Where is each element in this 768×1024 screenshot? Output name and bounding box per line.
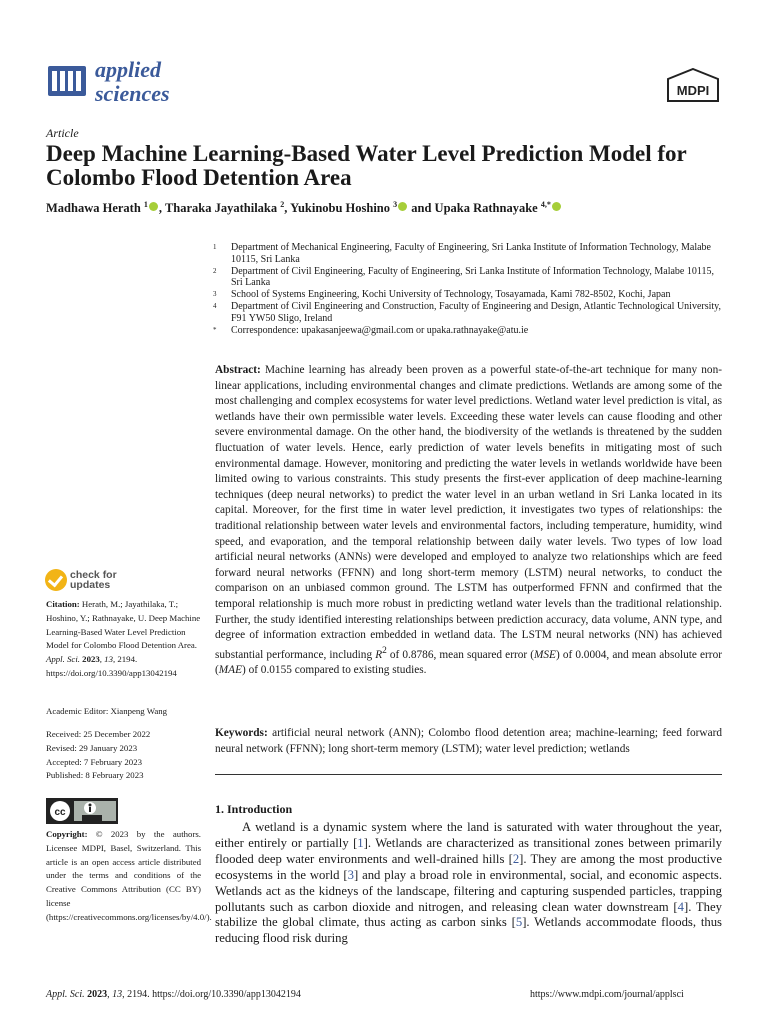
affiliation-item bbox=[213, 242, 723, 266]
correspondence-text[interactable]: Correspondence: upakasanjeewa@gmail.com or upaka.rathnayake@atu.ie bbox=[231, 324, 529, 336]
author-name[interactable]: Upaka Rathnayake bbox=[434, 201, 538, 216]
citation-doi[interactable]: , 2194. https://doi.org/10.3390/app13042194 bbox=[46, 654, 177, 678]
correspondence bbox=[213, 325, 723, 337]
intro-text: ]. They are among the most productive ecosystems in the world [ bbox=[215, 851, 722, 882]
reference-link[interactable]: 5 bbox=[515, 915, 523, 930]
keywords-label: Keywords: bbox=[215, 727, 268, 739]
abstract bbox=[215, 363, 722, 679]
affiliation-text: Department of Mechanical Engineering, Faculty of Engineering, Sri Lanka Institute of Information Technology, Malabe 10115, Sri Lanka bbox=[231, 242, 711, 265]
intro-text: ]. Wetlands accommodate floods, thus reducing flood risk during bbox=[215, 915, 722, 946]
keywords bbox=[215, 726, 722, 757]
date-published: Published: 8 February 2023 bbox=[46, 770, 144, 781]
reference-link[interactable]: 2 bbox=[512, 851, 520, 866]
affiliation-number: 1 bbox=[213, 243, 217, 251]
author-affil-sup: 3 bbox=[393, 200, 398, 209]
affiliation-number: 3 bbox=[213, 290, 217, 299]
citation-year: 2023 bbox=[79, 654, 100, 665]
intro-text: ]. They stabilize the global climate, thus acting as carbon sinks [ bbox=[215, 899, 722, 930]
publisher-name: MDPI bbox=[676, 83, 710, 98]
r2-symbol: R bbox=[375, 648, 383, 661]
footer-citation: Appl. Sci. 2023, 13, 2194. https://doi.org/10.3390/app13042194 bbox=[46, 989, 301, 1000]
journal-name-line2: sciences bbox=[95, 81, 170, 106]
affiliation-text: Department of Civil Engineering, Faculty of Engineering, Sri Lanka Institute of Information Technology, Malabe 10115, Sri Lanka bbox=[231, 265, 714, 289]
date-revised: Revised: 29 January 2023 bbox=[46, 742, 138, 753]
abstract-text: ) of 0.0155 compared to existing studies. bbox=[241, 664, 427, 677]
copyright-notice bbox=[46, 828, 212, 925]
footer-journal: Appl. Sci. bbox=[46, 989, 85, 1000]
abstract-text: Machine learning has already been proven as a powerful state-of-the-art technique for many non-linear applications, including environmental changes and climate predictions. Wetlands are among some of the most challenging and complex ecosystems for water level predictions. Wetland water level prediction is vital, as wetlands have their own permissible water levels. Exceeding these water levels can cause flooding and other severe environmental damage. On the other hand, the biodiversity of the wetlands is threatened by the sudden fluctuation of water levels. Hence, early prediction of water levels benefits in mitigating most of such environmental damage. However, monitoring and predicting the water levels in wetlands worldwide have been limited owing to various constraints. This study presents the first-ever application of deep machine-learning techniques (deep neural networks) to predict the water level in an urban wetland in Sri Lanka located in its capital. Moreover, for the first time in water level prediction, it investigates two types of relationships: the traditional relationship between water levels and environmental factors, including temperature, humidity, wind speed, and evaporation, and the temporal relationship between daily water levels. Two types of low load artificial neural networks (ANNs) were developed and employed to analyze two relationships which are feed forward neural networks (FFNN) and long short-term memory (LSTM) neural networks, to conduct the comparison on an unbiased common ground. The LSTM has outperformed FFNN and confirmed that the temporal relationship is much more robust in predicting wetland water levels than the traditional relationship. Further, the study identified interesting relationships between prediction accuracy, data volume, ANN type, and degree of information extraction embedded in wetland data. The LSTM neural networks (NN) has achieved substantial performance, including bbox=[215, 364, 722, 661]
intro-text: ]. Wetlands are characterized as transitional zones between primarily flooded deep water environments and well-drained hills [ bbox=[215, 835, 722, 866]
date-accepted: Accepted: 7 February 2023 bbox=[46, 756, 143, 767]
academic-editor: Academic Editor: Xianpeng Wang bbox=[46, 706, 168, 716]
article-type: Article bbox=[46, 126, 79, 140]
journal-name bbox=[95, 58, 170, 106]
reference-link[interactable]: 1 bbox=[357, 835, 364, 850]
orcid-icon[interactable] bbox=[552, 202, 561, 211]
footer-year: 2023 bbox=[87, 989, 108, 1000]
affiliation-number: * bbox=[213, 325, 217, 334]
check-for-updates-button[interactable] bbox=[70, 570, 117, 590]
abstract-text: ) of 0.0004, and mean absolute error ( bbox=[215, 648, 722, 677]
affiliation-number: 4 bbox=[213, 301, 217, 310]
citation-journal: Appl. Sci. bbox=[46, 654, 80, 665]
author-affil-sup: 2 bbox=[280, 200, 285, 209]
check-for-updates-icon[interactable] bbox=[45, 569, 67, 591]
citation-label: Citation: bbox=[46, 599, 80, 609]
date-received: Received: 25 December 2022 bbox=[46, 729, 151, 739]
intro-text: ] and play a broad role in environmental, social, and economic aspects. Wetlands act as the kidneys of the landscape, filtering and capturing suspended particles, trapping pollutants such as carbon dioxide and nitrogen, and releasing clean water downstream [ bbox=[215, 867, 723, 914]
check-line2: updates bbox=[70, 579, 111, 591]
reference-link[interactable]: 3 bbox=[347, 867, 354, 882]
citation-volume: , 13 bbox=[99, 654, 113, 665]
r2-sup: 2 bbox=[382, 645, 387, 656]
affiliation-text: Department of Civil Engineering and Construction, Faculty of Engineering and Design, Atlantic Technological University, F91 YW50 Sligo, Ireland bbox=[231, 300, 722, 324]
author-list bbox=[46, 200, 562, 216]
footer-doi[interactable]: , 2194. https://doi.org/10.3390/app13042194 bbox=[122, 989, 301, 1000]
author-affil-sup: 4,* bbox=[540, 200, 551, 209]
copyright-text: © 2023 by the authors. Licensee MDPI, Basel, Switzerland. This article is an open access article distributed under the terms and conditions of the Creative Commons Attribution (CC BY) license (https://creativecommons.org/licenses/by/4.0/). bbox=[46, 829, 212, 922]
affiliation-number: 2 bbox=[213, 266, 217, 275]
author-sep: , bbox=[158, 201, 165, 216]
section-divider bbox=[215, 774, 722, 775]
cc-by-license-icon[interactable] bbox=[46, 798, 118, 824]
affiliation-item bbox=[213, 266, 723, 290]
intro-paragraph bbox=[215, 820, 722, 947]
article-dates bbox=[46, 728, 201, 783]
publisher-logo bbox=[666, 68, 720, 104]
check-line1: check for bbox=[70, 569, 117, 581]
author-sep: , bbox=[284, 201, 291, 216]
orcid-icon[interactable] bbox=[149, 202, 158, 211]
affiliation-text: School of Systems Engineering, Kochi University of Technology, Tosayamada, Kami 782-8502, Kochi, Japan bbox=[231, 289, 671, 301]
citation-text: Herath, M.; Jayathilaka, T.; Hoshino, Y.; Rathnayake, U. Deep Machine Learning-Based Water Level Prediction Model for Colombo Flood Detention Area. bbox=[46, 599, 201, 651]
abstract-label: Abstract: bbox=[215, 364, 261, 376]
paper-title: Deep Machine Learning-Based Water Level Prediction Model for Colombo Flood Detention Area bbox=[46, 141, 687, 190]
author-name[interactable]: Yukinobu Hoshino bbox=[290, 201, 391, 216]
footer-volume: 13 bbox=[112, 989, 123, 1000]
svg-text:cc: cc bbox=[54, 807, 66, 818]
mse-symbol: MSE bbox=[534, 648, 556, 661]
affiliations bbox=[213, 242, 723, 336]
affiliation-item bbox=[213, 289, 723, 301]
keywords-text: artificial neural network (ANN); Colombo flood detention area; machine-learning; feed forward neural network (FFNN); long short-term memory (LSTM); water level prediction; wetlands bbox=[215, 727, 722, 755]
orcid-icon[interactable] bbox=[398, 202, 407, 211]
abstract-text: of 0.8786, mean squared error ( bbox=[386, 648, 534, 661]
footer-journal-url[interactable]: https://www.mdpi.com/journal/applsci bbox=[530, 989, 684, 1000]
citation-block bbox=[46, 598, 201, 681]
journal-name-line1: applied bbox=[95, 57, 161, 82]
mae-symbol: MAE bbox=[218, 664, 242, 677]
author-affil-sup: 1 bbox=[143, 200, 148, 209]
intro-text: A wetland is a dynamic system where the land is saturated with water throughout the year, either entirely or partially [ bbox=[215, 820, 722, 850]
section-heading: 1. Introduction bbox=[215, 802, 293, 816]
copyright-label: Copyright: bbox=[46, 829, 88, 839]
affiliation-item bbox=[213, 301, 723, 325]
author-name[interactable]: Madhawa Herath bbox=[46, 201, 141, 216]
journal-logo bbox=[47, 62, 87, 100]
author-name[interactable]: Tharaka Jayathilaka bbox=[164, 201, 278, 216]
reference-link[interactable]: 4 bbox=[677, 899, 684, 914]
author-sep: and bbox=[408, 201, 435, 216]
